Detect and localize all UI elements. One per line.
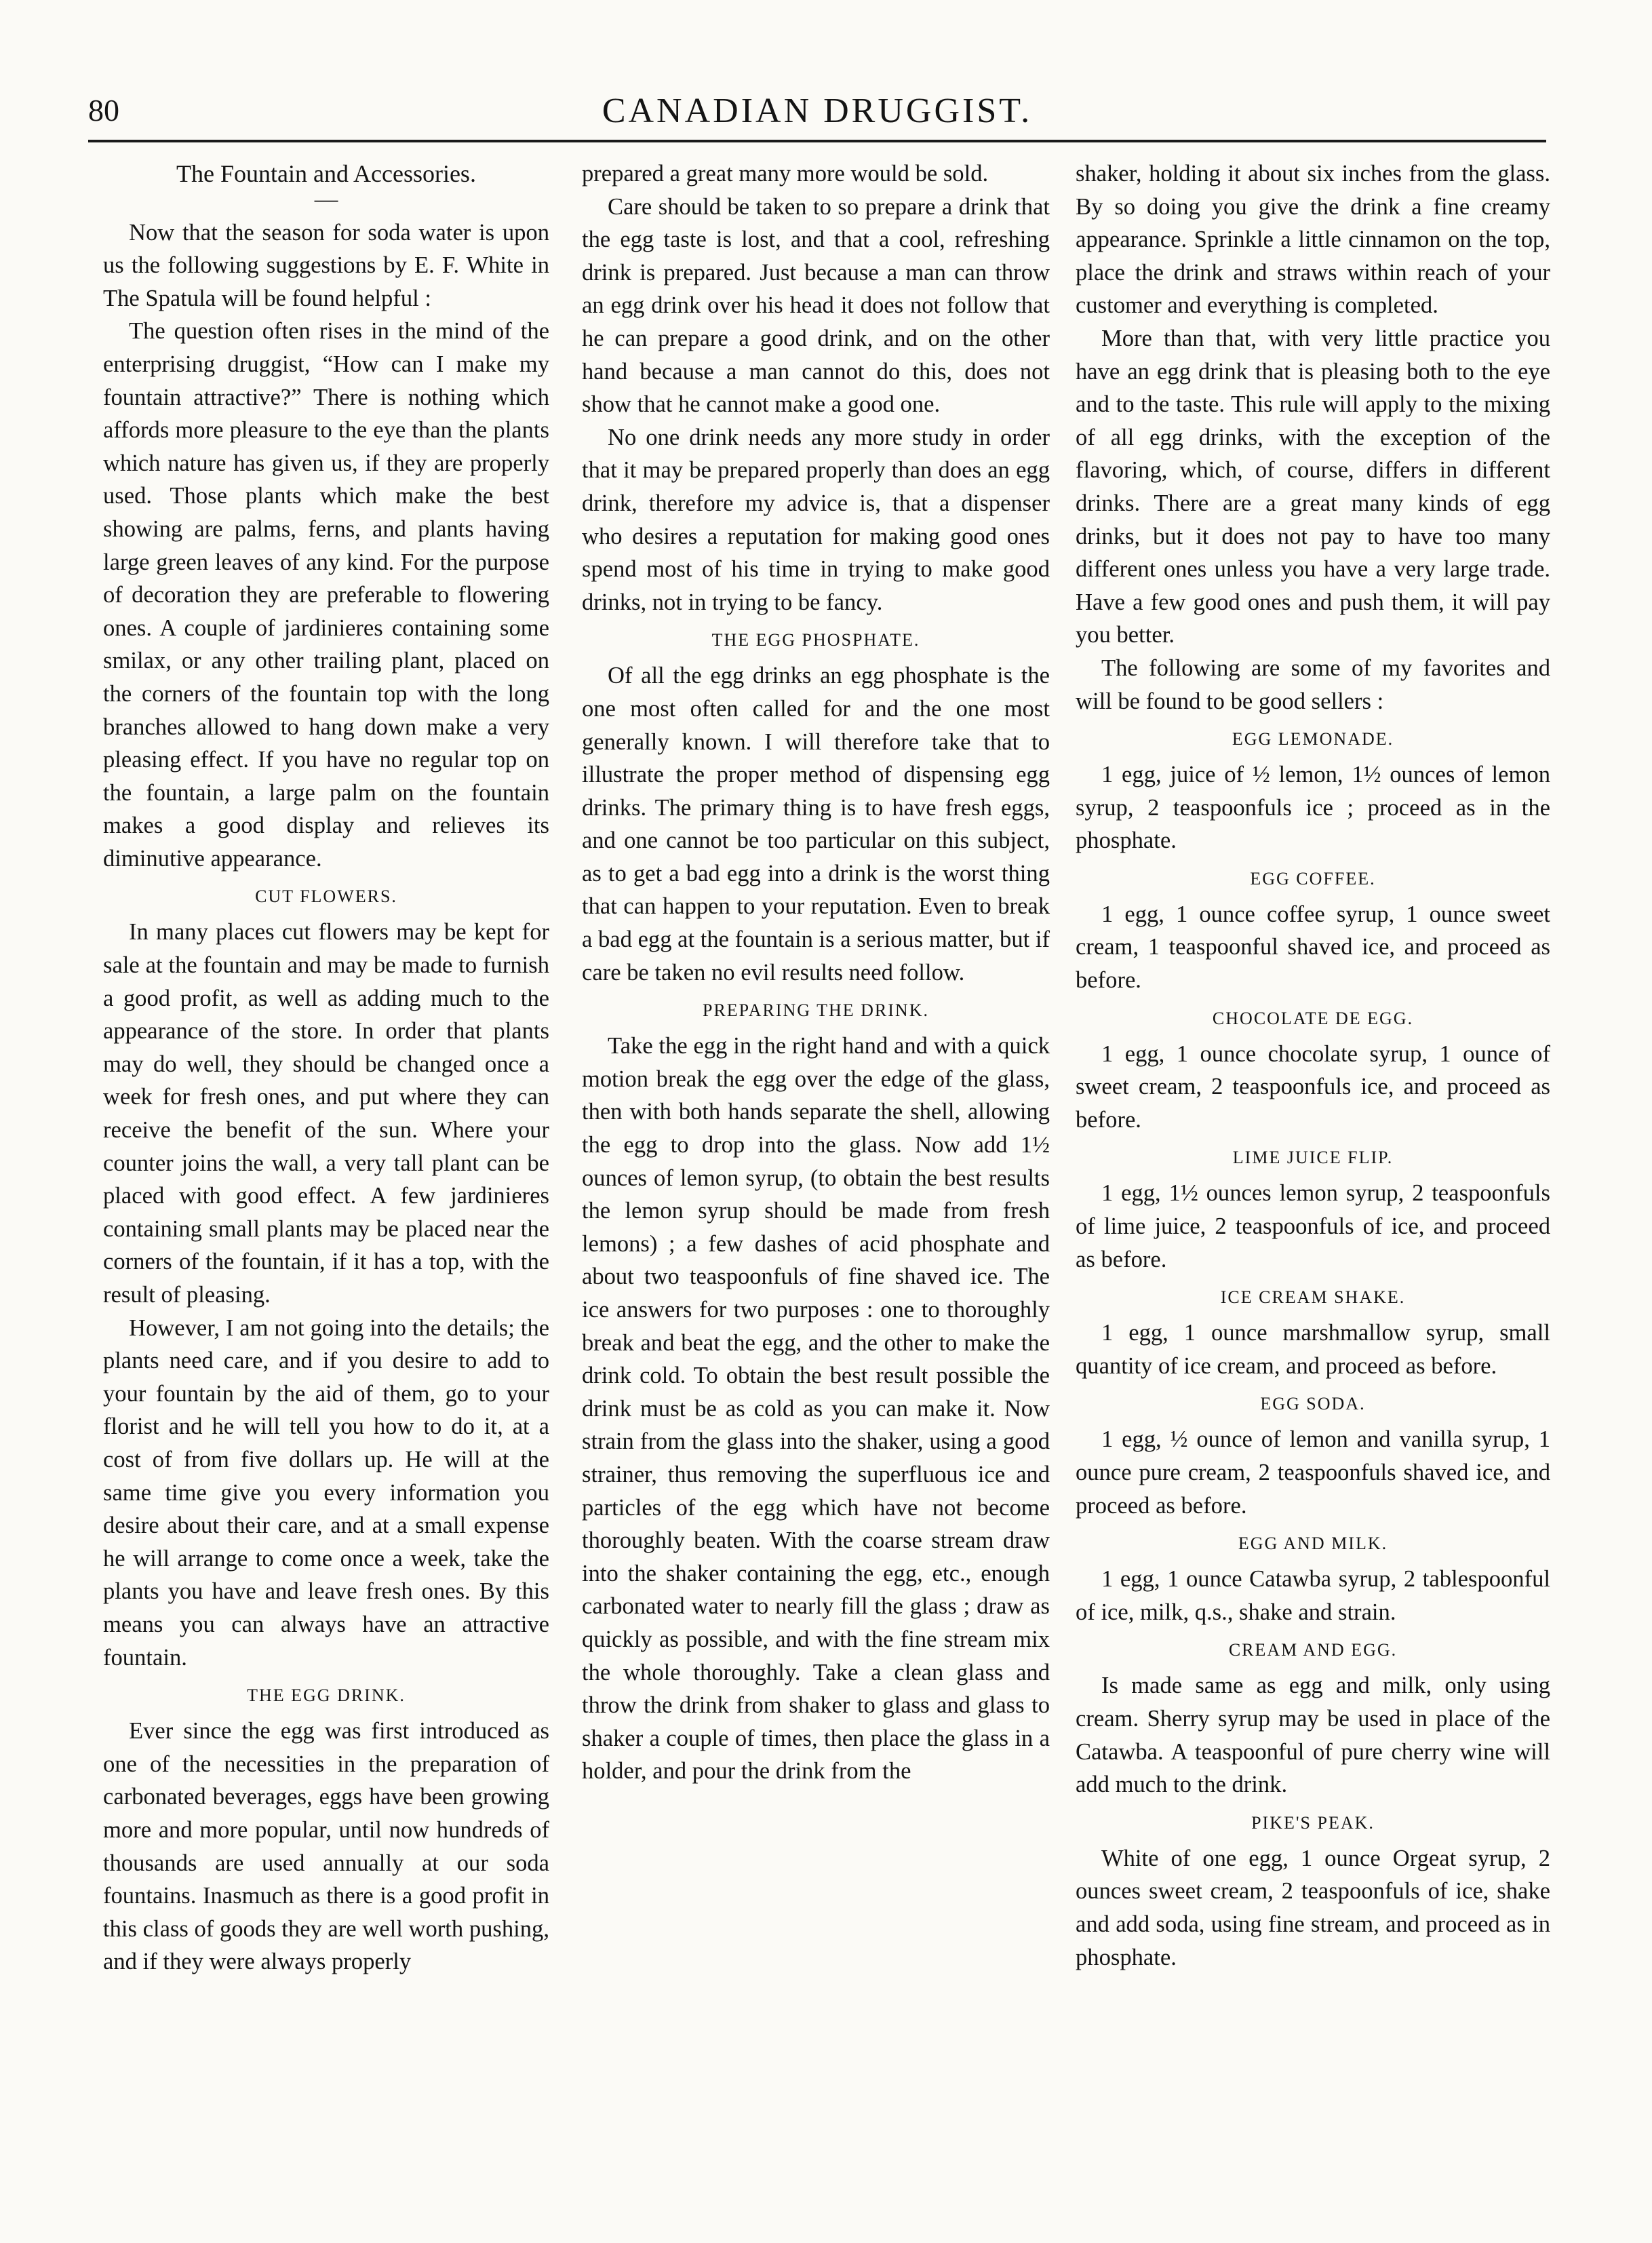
recipe-text: 1 egg, 1 ounce marshmallow syrup, small quantity of ice cream, and proceed as before.	[1076, 1320, 1550, 1379]
column-3	[1076, 157, 1550, 2212]
recipe-text: 1 egg, 1½ ounces lemon syrup, 2 teaspoonfuls of lime juice, 2 teaspoonfuls of ice, and proceed as before.	[1076, 1180, 1550, 1272]
preparing-paragraph-3: The following are some of my favorites and will be found to be good sellers :	[1076, 655, 1550, 714]
cut-flowers-paragraph-1: In many places cut flowers may be kept for sale at the fountain and may be made to furnish a good profit, as well as adding much to the appearance of the store. In order that plants may do well, they should be changed once a week for fresh ones, and put where they can receive the benefit of the sun. Where your counter joins the wall, a very tall plant can be placed with good effect. A few jardinieres containing small plants may be placed near the corners of the fountain, if it has a top, with the result of pleasing.	[103, 919, 549, 1308]
recipe-heading: PIKE'S PEAK.	[1251, 1812, 1375, 1833]
recipe-heading: ICE CREAM SHAKE.	[1220, 1287, 1406, 1308]
recipe-heading: EGG AND MILK.	[1238, 1534, 1388, 1554]
preparing-paragraph-1: Take the egg in the right hand and with a quick motion break the egg over the edge of the glass, then with both hands separate the shell, allowing the egg to drop into the glass. Now add 1½ ounces of lemon syrup, (to obtain the best results the lemon syrup should be made from fresh lemons) ; a few dashes of acid phosphate and about two teaspoonfuls of fine shaved ice. The ice answers for two purposes : one to thoroughly break and beat the egg, and the other to make the drink cold. To obtain the best result possible the drink must be as cold as you can make it. Now strain from the glass into the shaker, using a good strainer, thus removing the superfluous ice and particles of the egg which have not become thoroughly beaten. With the coarse stream draw into the shaker containing the egg, etc., enough carbonated water to nearly fill the glass ; draw as quickly as possible, and with the fine stream mix the whole thoroughly. Take a clean glass and throw the drink from shaker to glass and glass to shaker a couple of times, then place the glass in a holder, and pour the drink from the	[582, 1033, 1050, 1784]
header-rule	[88, 140, 1546, 142]
running-title: CANADIAN DRUGGIST.	[602, 92, 1033, 130]
recipe-text: 1 egg, 1 ounce Catawba syrup, 2 tablespoonful of ice, milk, q.s., shake and strain.	[1076, 1566, 1550, 1625]
egg-phosphate-paragraph: Of all the egg drinks an egg phosphate is the one most often called for and the one most generally known. I will therefore take that to illustrate the proper method of dispensing egg drinks. The primary thing is to have fresh eggs, and one cannot be too particular on this subject, as to get a bad egg into a drink is the worst thing that can happen to your reputation. Even to break a bad egg at the fountain is a serious matter, but if care be taken no evil results need follow.	[582, 663, 1050, 986]
recipe-heading: EGG LEMONADE.	[1232, 729, 1394, 749]
egg-drink-paragraph-1-continued: prepared a great many more would be sold.	[582, 161, 989, 187]
recipe-text: 1 egg, juice of ½ lemon, 1½ ounces of lemon syrup, 2 teaspoonfuls ice ; proceed as in the phosphate.	[1076, 762, 1550, 854]
intro-paragraph: Now that the season for soda water is upon us the following suggestions by E. F. White in The Spatula will be found helpful :	[103, 219, 549, 311]
recipe-heading: CREAM AND EGG.	[1228, 1640, 1398, 1660]
recipe-text: 1 egg, 1 ounce coffee syrup, 1 ounce sweet cream, 1 teaspoonful shaved ice, and proceed as before.	[1076, 901, 1550, 994]
preparing-paragraph-2: More than that, with very little practice you have an egg drink that is pleasing both to the eye and to the taste. This rule will apply to the mixing of all egg drinks, with the exception of the flavoring, which, of course, differs in different drinks. There are a great many kinds of egg drinks, but it does not pay to have too many different ones unless you have a very large trade. Have a few good ones and push them, it will pay you better.	[1076, 325, 1550, 648]
column-1	[103, 157, 549, 2212]
preparing-paragraph-1-continued: shaker, holding it about six inches from the glass. By so doing you give the drink a fine creamy appearance. Sprinkle a little cinnamon on the top, place the drink and straws within reach of your customer and everything is completed.	[1076, 161, 1550, 319]
recipe-text: 1 egg, ½ ounce of lemon and vanilla syrup, 1 ounce pure cream, 2 teaspoonfuls shaved ice, and proceed as before.	[1076, 1426, 1550, 1519]
cut-flowers-paragraph-2: However, I am not going into the details; the plants need care, and if you desire to add to your fountain by the aid of them, go to your florist and he will tell you how to do it, at a cost of from five dollars up. He will at the same time give you every information you desire about their care, and at a small expense he will arrange to come once a week, take the plants you have and leave fresh ones. By this means you can always have an attractive fountain.	[103, 1314, 549, 1671]
section-heading-egg-phosphate: THE EGG PHOSPHATE.	[711, 630, 920, 650]
recipe-text: White of one egg, 1 ounce Orgeat syrup, 2 ounces sweet cream, 2 teaspoonfuls of ice, shake and add soda, using fine stream, and proceed as in phosphate.	[1076, 1845, 1550, 1970]
recipe-text: 1 egg, 1 ounce chocolate syrup, 1 ounce of sweet cream, 2 teaspoonfuls ice, and proceed as before.	[1076, 1040, 1550, 1133]
section-heading-egg-drink: THE EGG DRINK.	[247, 1685, 406, 1706]
egg-drink-paragraph-3: No one drink needs any more study in order that it may be prepared properly than does an egg drink, therefore my advice is, that a dispenser who desires a reputation for making good ones spend most of his time in trying to make good drinks, not in trying to be fancy.	[582, 424, 1050, 615]
recipe-heading: LIME JUICE FLIP.	[1232, 1148, 1394, 1168]
fountain-paragraph: The question often rises in the mind of the enterprising druggist, “How can I make my fountain attractive?” There is nothing which affords more pleasure to the eye than the plants which nature has given us, if they are properly used. Those plants which make the best showing are palms, ferns, and plants having large green leaves of any kind. For the purpose of decoration they are preferable to flowering ones. A couple of jardinieres containing some smilax, or any other trailing plant, placed on the corners of the fountain top with the long branches allowed to hang down make a very pleasing effect. If you have no regular top on the fountain, a large palm on the fountain makes a good display and relieves its diminutive appearance.	[103, 318, 549, 872]
recipe-heading: EGG COFFEE.	[1250, 868, 1376, 889]
egg-drink-paragraph-1: Ever since the egg was first introduced as one of the necessities in the preparation of carbonated beverages, eggs have been growing more and more popular, until now hundreds of thousands are used annually at our soda fountains. Inasmuch as there is a good profit in this class of goods they are well worth pushing, and if they were always properly	[103, 1718, 549, 1975]
section-heading-preparing: PREPARING THE DRINK.	[703, 1000, 929, 1021]
title-dash: —	[314, 186, 338, 212]
page-number: 80	[88, 93, 119, 128]
column-2	[582, 157, 1050, 2212]
page-header	[88, 80, 1546, 134]
egg-drink-paragraph-2: Care should be taken to so prepare a drink that the egg taste is lost, and that a cool, refreshing drink is prepared. Just because a man can throw an egg drink over his head it does not follow that he can prepare a good drink, and on the other hand because a man cannot do this, does not show that he cannot make a good one.	[582, 193, 1050, 418]
article-title: The Fountain and Accessories.	[176, 160, 476, 187]
recipe-text: Is made same as egg and milk, only using cream. Sherry syrup may be used in place of the Catawba. A teaspoonful of pure cherry wine will add much to the drink.	[1076, 1673, 1550, 1798]
section-heading-cut-flowers: CUT FLOWERS.	[255, 886, 397, 907]
recipe-heading: CHOCOLATE DE EGG.	[1212, 1008, 1414, 1028]
recipe-heading: EGG SODA.	[1260, 1394, 1366, 1414]
